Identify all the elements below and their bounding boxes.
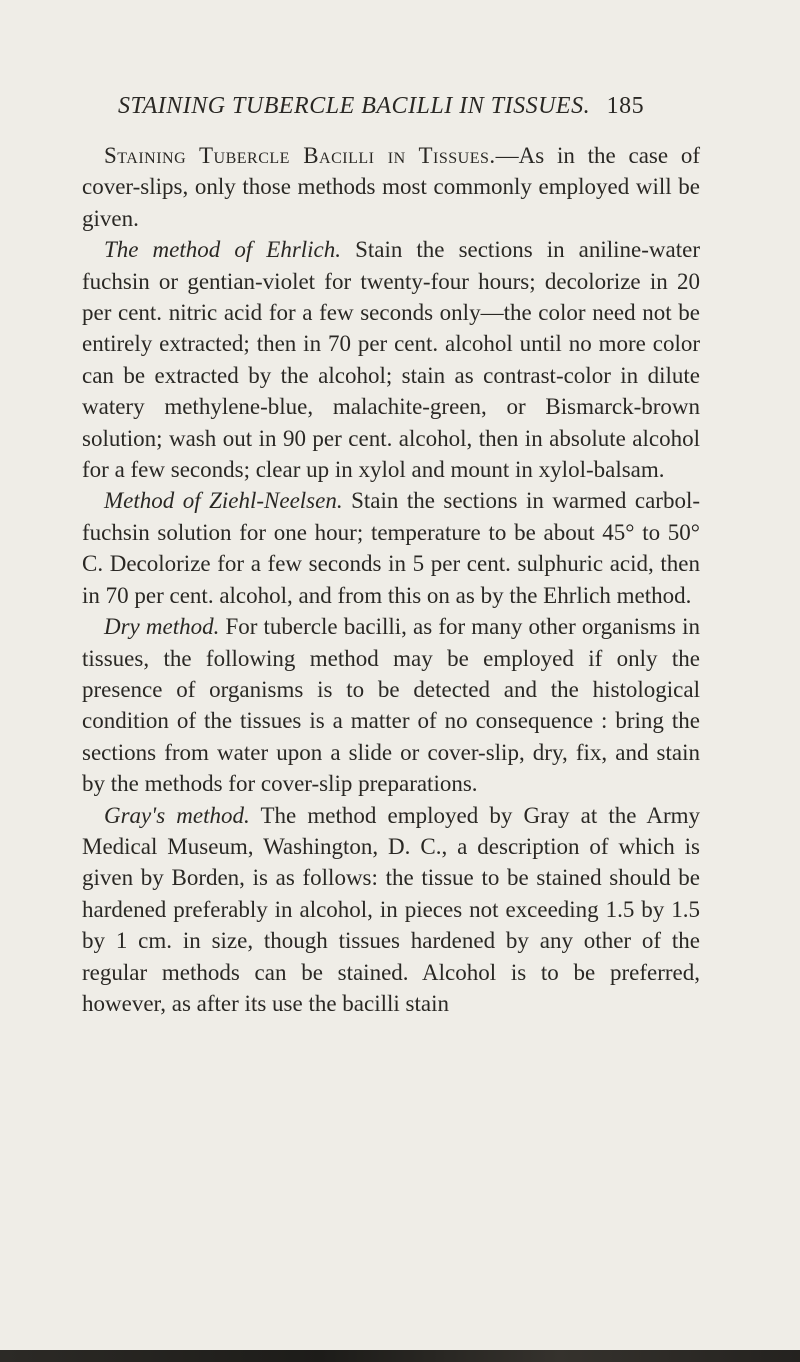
paragraph-text: Stain the sections in aniline-water fuchsin or gentian-violet for twenty-four hours; decolorize in 20 per cent. nitric acid for a few seconds only—the color need not be entirely extracted; then in 70 per cent. alcohol until no more color can be extracted by the alcohol; stain as contrast-color in dilute watery methylene-blue, malachite-green, or Bismarck-brown solution; wash out in 90 per cent. alcohol, then in absolute alcohol for a few seconds; clear up in xylol and mount in xylol-balsam.	[82, 237, 700, 483]
method-heading: Dry method.	[104, 614, 220, 640]
page-bottom-edge	[0, 1350, 800, 1362]
running-title: STAINING TUBERCLE BACILLI IN TISSUES.	[118, 93, 591, 119]
method-heading: Gray's method.	[104, 802, 250, 828]
paragraph-staining-intro	[82, 140, 700, 234]
paragraph-text: —As in the case of cover-slips, only those methods most commonly employed will be given.	[82, 143, 700, 231]
section-heading: Staining Tubercle Bacilli in Tissues.	[104, 143, 496, 168]
paragraph-dry-method	[82, 611, 700, 799]
paragraph-ziehl-neelsen-method	[82, 485, 700, 611]
paragraph-text: The method employed by Gray at the Army Medical Museum, Washington, D. C., a description of which is given by Borden, is as follows: the tissue to be stained should be hardened preferably in alcohol, in pieces not exceeding 1.5 by 1.5 by 1 cm. in size, though tissues hardened by any other of the regular methods can be stained. Alcohol is to be preferred, however, as after its use the bacilli stain	[82, 802, 700, 1016]
paragraph-text: For tubercle bacilli, as for many other organisms in tissues, the following method may be employed if only the presence of organisms is to be detected and the histological condition of the tissues is a matter of no consequence : bring the sections from water upon a slide or cover-slip, dry, fix, and stain by the methods for cover-slip preparations.	[82, 614, 700, 797]
running-header	[118, 93, 678, 120]
paragraph-ehrlich-method	[82, 234, 700, 485]
method-heading: Method of Ziehl-Neelsen.	[104, 488, 343, 514]
paragraph-grays-method	[82, 800, 700, 1020]
method-heading: The method of Ehrlich.	[104, 237, 342, 263]
page-number: 185	[606, 93, 645, 119]
body-text	[82, 140, 700, 1019]
paragraph-text: Stain the sections in warmed carbol-fuchsin solution for one hour; temperature to be about 45° to 50° C. Decolorize for a few seconds in 5 per cent. sulphuric acid, then in 70 per cent. alcohol, and from this on as by the Ehrlich method.	[82, 488, 700, 608]
